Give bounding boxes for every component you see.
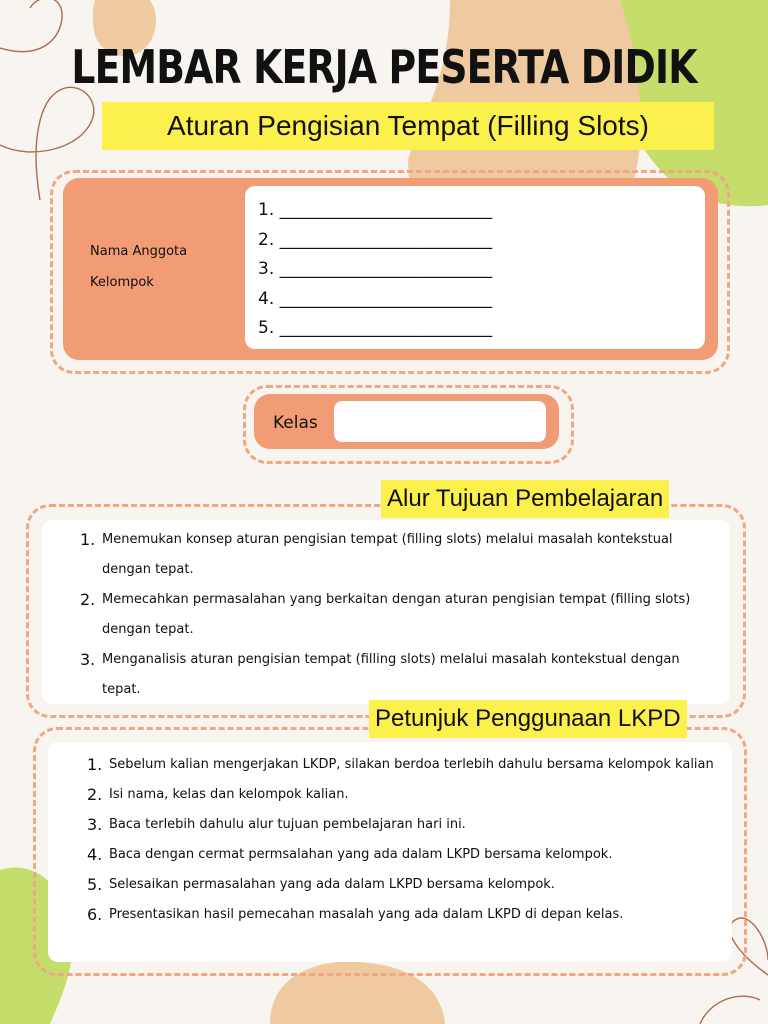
page-subtitle: Aturan Pengisian Tempat (Filling Slots) [102, 102, 714, 150]
objective-item: 2. Memecahkan permasalahan yang berkaitan dengan aturan pengisian tempat (filling slots) dengan tepat. [80, 590, 691, 637]
member-line-3[interactable]: 3. _________________________ [258, 259, 493, 279]
objectives-list [80, 525, 715, 705]
instruction-item: 6. Presentasikan hasil pemecahan masalah yang ada dalam LKPD di depan kelas. [87, 905, 624, 924]
objective-item: 1. Menemukan konsep aturan pengisian tempat (filling slots) melalui masalah kontekstual dengan tepat. [80, 530, 673, 577]
group-label-line2: Kelompok [90, 275, 154, 290]
objective-item: 3. Menganalisis aturan pengisian tempat (filling slots) melalui masalah kontekstual dengan tepat. [80, 650, 680, 697]
member-line-1[interactable]: 1. _________________________ [258, 200, 493, 220]
group-label [90, 236, 187, 298]
class-label: Kelas [273, 413, 318, 433]
instruction-item: 3. Baca terlebih dahulu alur tujuan pembelajaran hari ini. [87, 815, 466, 834]
instruction-item: 2. Isi nama, kelas dan kelompok kalian. [87, 785, 349, 804]
group-label-line1: Nama Anggota [90, 244, 188, 259]
member-line-4[interactable]: 4. _________________________ [258, 288, 493, 309]
instructions-list [87, 750, 717, 930]
page-title: LEMBAR KERJA PESERTA DIDIK [71, 40, 697, 94]
instructions-heading: Petunjuk Penggunaan LKPD [369, 700, 687, 738]
objectives-heading: Alur Tujuan Pembelajaran [381, 480, 669, 518]
member-line-2[interactable]: 2. _________________________ [258, 229, 493, 250]
instruction-item: 1. Sebelum kalian mengerjakan LKDP, silakan berdoa terlebih dahulu bersama kelompok kalian [87, 755, 714, 774]
members-list [258, 196, 492, 344]
class-input[interactable] [334, 401, 546, 442]
instruction-item: 4. Baca dengan cermat permsalahan yang ada dalam LKPD bersama kelompok. [87, 845, 613, 864]
instruction-item: 5. Selesaikan permasalahan yang ada dalam LKPD bersama kelompok. [87, 875, 555, 894]
member-line-5[interactable]: 5. _________________________ [258, 318, 493, 338]
